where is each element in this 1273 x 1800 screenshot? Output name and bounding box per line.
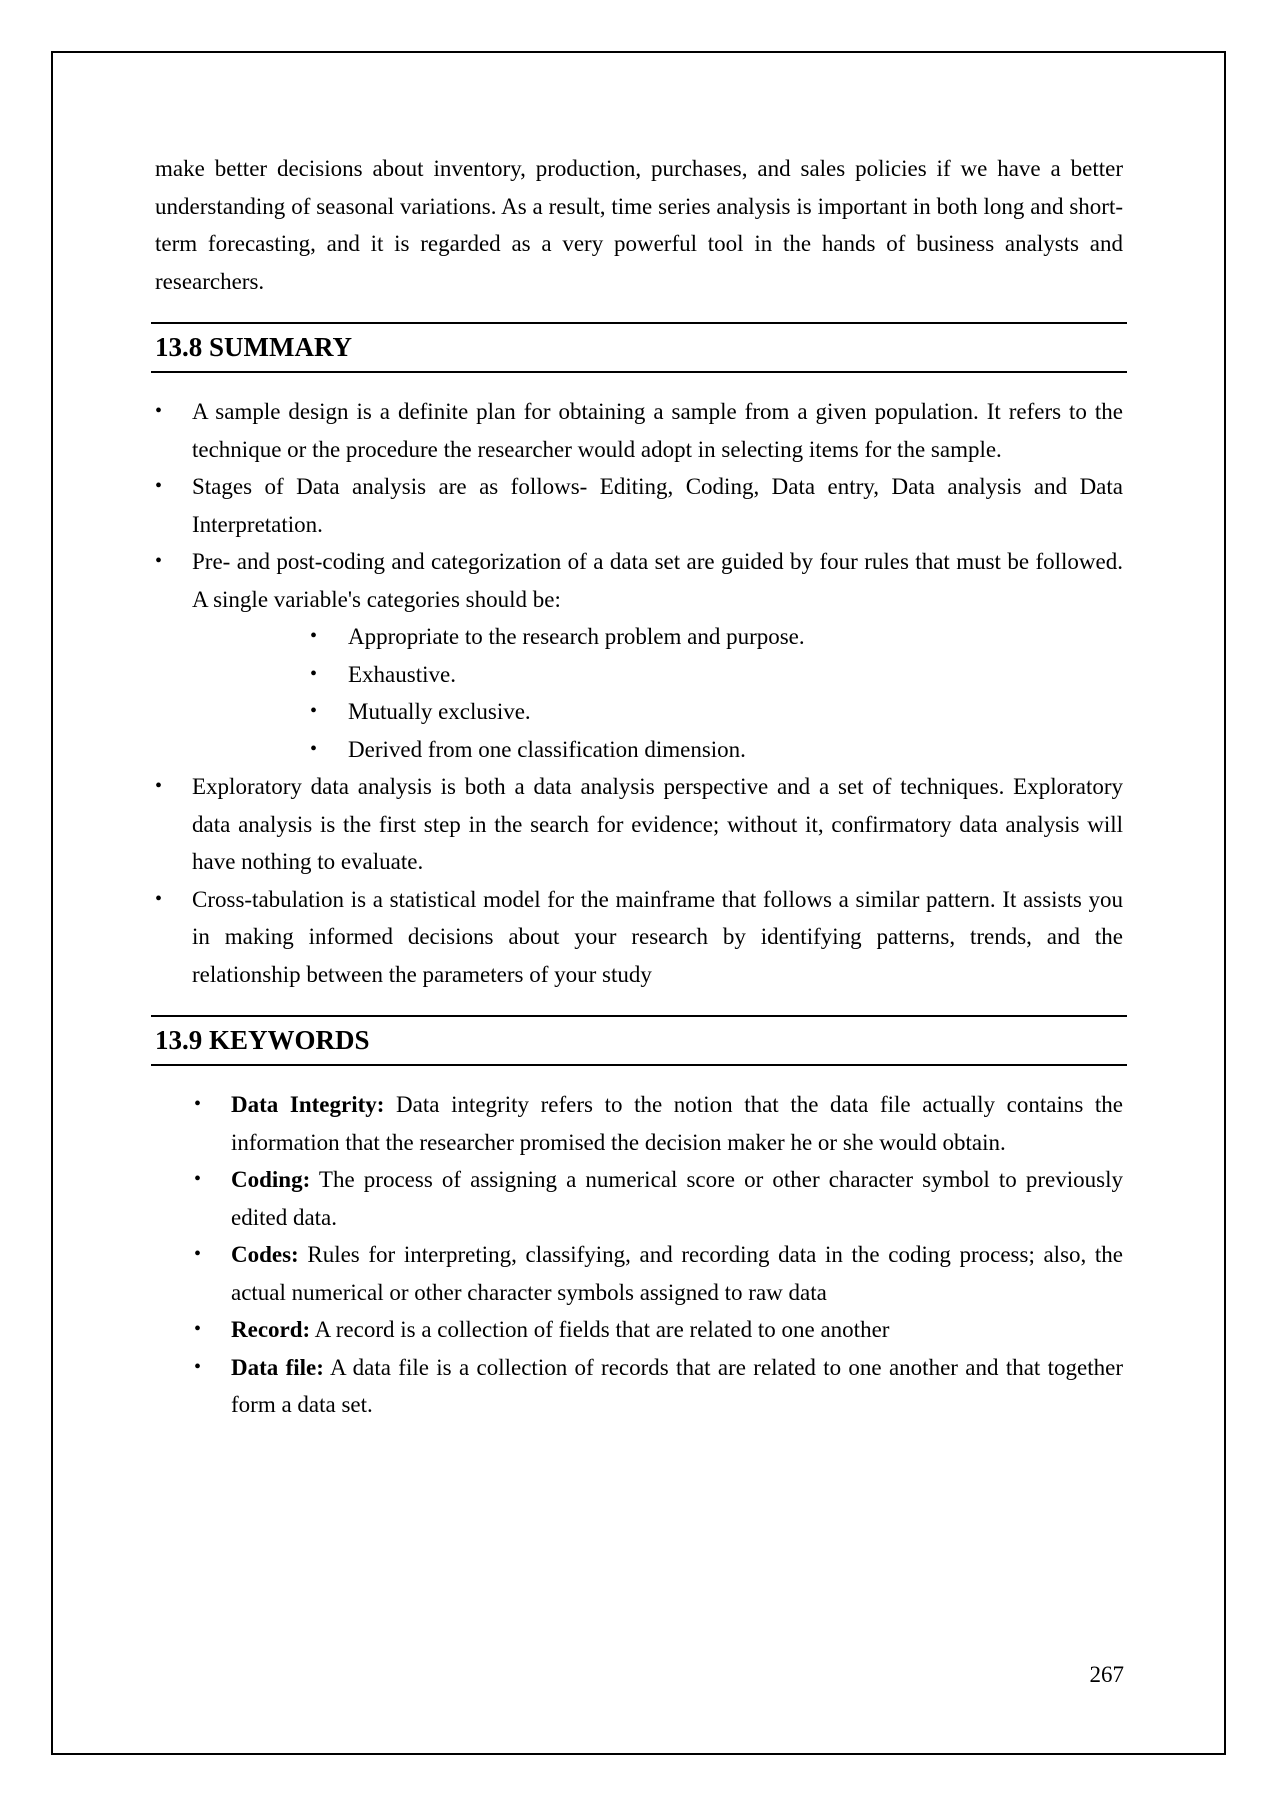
keyword-definition: A data file is a collection of records that are related to one another and that together form a data set. [231,1354,1124,1417]
bullet-icon: • [155,550,163,572]
category-rules-list [155,618,1123,768]
summary-item-text: Exploratory data analysis is both a data analysis perspective and a set of techniques. Exploratory data analysis is the first step in the search for evidence; without it, confirmatory data analysis will have nothing to evaluate. [192,774,1123,874]
list-item [155,1086,1123,1161]
list-item [155,1349,1123,1424]
sub-item-text: Appropriate to the research problem and purpose. [348,624,805,649]
list-item [155,468,1123,543]
bullet-icon: • [194,1093,202,1115]
list-item [155,393,1123,468]
bullet-icon: • [194,1355,202,1378]
keywords-heading: 13.9 KEYWORDS [151,1015,1127,1066]
list-item [155,1236,1123,1311]
bullet-icon: • [155,475,163,497]
bullet-icon: • [194,1243,202,1265]
list-item [155,543,1123,618]
list-item [155,693,1123,731]
list-item [155,618,1123,656]
keyword-definition: Rules for interpreting, classifying, and recording data in the coding process; also, the actual numerical or other character symbols assigned to raw data [231,1242,1123,1305]
sub-item-text: Derived from one classification dimension. [348,736,746,762]
summary-list-continued [155,768,1123,993]
keyword-term: Codes: [231,1242,299,1267]
keyword-term: Data file: [231,1354,324,1380]
page-number: 267 [1089,1662,1124,1687]
bullet-icon: • [310,737,318,760]
summary-item-text: Stages of Data analysis are as follows- Editing, Coding, Data entry, Data analysis and Data Interpretation. [192,474,1123,537]
keyword-definition: The process of assigning a numerical score or other character symbol to previously edited data. [231,1167,1123,1230]
bullet-icon: • [310,662,318,685]
list-item [155,731,1123,769]
page-content [155,150,1123,1424]
summary-item-text: A sample design is a definite plan for obtaining a sample from a given population. It refers to the technique or the procedure the researcher would adopt in selecting items for the sample. [192,399,1123,462]
intro-paragraph: make better decisions about inventory, production, purchases, and sales policies if we have a better understanding of seasonal variations. As a result, time series analysis is important in both long and short-term forecasting, and it is regarded as a very powerful tool in the hands of business analysts and researchers. [155,156,1123,294]
list-item [155,1311,1123,1349]
list-item [155,881,1123,994]
summary-item-text: Cross-tabulation is a statistical model for the mainframe that follows a similar pattern. It assists you in making informed decisions about your research by identifying patterns, trends, and the relationship between the parameters of your study [192,886,1123,987]
bullet-icon: • [155,400,163,422]
list-item [155,1161,1123,1236]
bullet-icon: • [155,775,163,797]
keyword-definition: Data integrity refers to the notion that the data file actually contains the information that the researcher promised the decision maker he or she would obtain. [231,1092,1124,1155]
sub-item-text: Mutually exclusive. [348,699,531,724]
bullet-icon: • [194,1168,202,1190]
keyword-term: Data Integrity: [231,1092,385,1117]
keyword-term: Coding: [231,1167,311,1192]
bullet-icon: • [155,887,163,910]
summary-list [155,393,1123,618]
list-item [155,768,1123,881]
summary-heading: 13.8 SUMMARY [151,322,1127,373]
sub-item-text: Exhaustive. [348,661,456,687]
bullet-icon: • [310,700,318,722]
keywords-list [155,1086,1123,1424]
list-item [155,656,1123,694]
bullet-icon: • [310,625,318,647]
summary-item-text: Pre- and post-coding and categorization of a data set are guided by four rules that must be followed. A single variable's categories should be: [192,549,1123,612]
bullet-icon: • [194,1318,202,1340]
keyword-term: Record: [231,1317,311,1342]
keyword-definition: A record is a collection of fields that are related to one another [310,1317,890,1342]
